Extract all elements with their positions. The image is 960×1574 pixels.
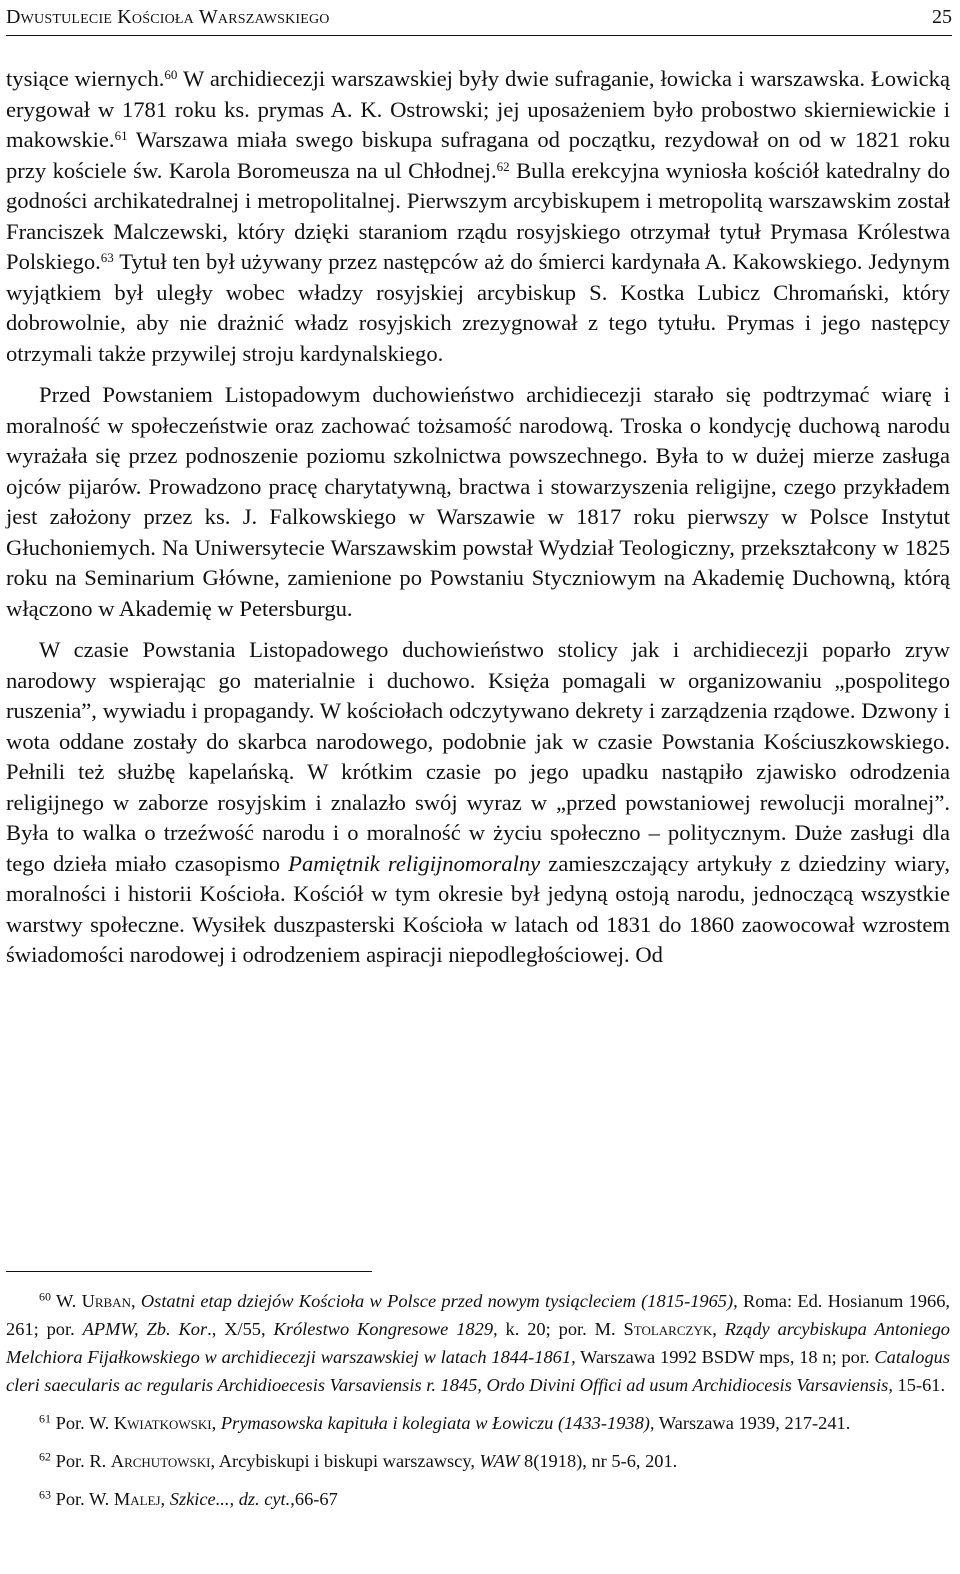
- footnote-number: 62: [39, 1449, 51, 1464]
- text-run: Bulla erekcyjna wyniosła kościół katedralny do godności archikatedralnej i metropolitalnej. Pierwszym arcybiskupem i metropolitą warszawskim został Franciszek Malczewski, który dzięki staraniom rządu rosyjskiego otrzymał tytuł Prymasa Królestwa Polskiego.: [6, 157, 950, 274]
- paragraph: [6, 380, 950, 624]
- italic-text: Ostatni etap dziejów Kościoła w Polsce przed nowym tysiącleciem (1815-1965),: [140, 1291, 738, 1311]
- text-run: zamieszczający artykuły z dziedziny wiary, moralności i historii Kościoła. Kościół w tym okresie był jedyną ostoją narodu, jednoczącą wszystkie warstwy społeczne. Wysiłek duszpasterski Kościoła w latach od 1831 do 1860 zaowocował wzrostem świadomości narodowej i odrodzeniem aspiracji niepodległościowej. Od: [6, 850, 951, 967]
- footnote: [6, 1287, 950, 1399]
- header-rule: [6, 35, 952, 36]
- footnote-number: 60: [39, 1289, 51, 1304]
- footnote-number: 61: [39, 1411, 51, 1426]
- footnote-ref: 60: [164, 66, 178, 82]
- author-name: Archutowski: [110, 1451, 211, 1471]
- footnote-number: 63: [39, 1487, 51, 1502]
- text-run: ,: [160, 1489, 170, 1509]
- italic-text: Prymasowska kapituła i kolegiata w Łowiczu (1433-1938),: [220, 1413, 655, 1433]
- footnote-ref: 62: [496, 158, 510, 174]
- text-run: Por. W.: [51, 1413, 114, 1433]
- footnote: [6, 1447, 950, 1475]
- text-run: ,: [712, 1319, 725, 1339]
- text-run: Warszawa miała swego biskupa sufragana od początku, rezydował on od w 1821 roku przy kościele św. Karola Boromeusza na ul Chłodnej.: [6, 127, 950, 183]
- footnote: [6, 1485, 950, 1513]
- text-run: W czasie Powstania Listopadowego duchowieństwo stolicy jak i archidiecezji poparło zryw narodowy wspierając go materialnie i duchowo. Księża pomagali w organizowaniu „pospolitego ruszenia”, wywiadu i propagandy. W kościołach odczytywano dekrety i zarządzenia rządowe. Dzwony i wota oddane zostały do skarbca narodowego, podobnie jak w czasie Powstania Kościuszkowskiego. Pełnili też służbę kapelańską. W krótkim czasie po jego upadku nastąpiło zjawisko odrodzenia religijnego w zaborze rosyjskim i znalazło swój wyraz w „przed powstaniowej rewolucji moralnej”. Była to walka o trzeźwość narodu i o moralność w życiu społeczno – politycznym. Duże zasługi dla tego dzieła miało czasopismo: [6, 637, 950, 876]
- text-run: ,66-67: [290, 1489, 338, 1509]
- text-run: Warszawa 1992 BSDW mps, 18 n; por.: [575, 1347, 875, 1367]
- author-name: Malej: [113, 1489, 161, 1509]
- text-run: k. 20; por. M.: [497, 1319, 624, 1339]
- italic-text: Catalogus cleri saecularis ac regularis Archidioecesis Varsaviensis r. 1845, Ordo Divini Offici ad usum Archidiocesis Varsaviensis,: [6, 1347, 950, 1395]
- text-run: Warszawa 1939, 217-241.: [654, 1413, 851, 1433]
- author-name: Stolarczyk: [623, 1319, 713, 1339]
- text-run: ,: [130, 1291, 141, 1311]
- body-text: [6, 64, 950, 971]
- paragraph: [6, 64, 950, 369]
- text-run: W.: [51, 1291, 82, 1311]
- italic-text: Szkice..., dz. cyt.: [169, 1489, 291, 1509]
- text-run: Por. W.: [51, 1489, 114, 1509]
- italic-text: Pamiętnik religijnomoralny: [288, 850, 541, 876]
- text-run: ., X/55,: [207, 1319, 274, 1339]
- text-run: Przed Powstaniem Listopadowym duchowieństwo archidiecezji starało się podtrzymać wiarę i moralność w społeczeństwie oraz zachować tożsamość narodową. Troska o kondycję duchową narodu wyrażała się przez podnoszenie poziomu szkolnictwa powszechnego. Była to w dużej mierze zasługa ojców pijarów. Prowadzono pracę charytatywną, bractwa i stowarzyszenia religijne, czego przykładem jest założony przez ks. J. Falkowskiego w Warszawie w 1817 roku pierwszy w Polsce Instytut Głuchoniemych. Na Uniwersytecie Warszawskim powstał Wydział Teologiczny, przekształcony w 1825 roku na Seminarium Główne, zamienione po Powstaniu Styczniowym na Akademię Duchowną, którą włączono w Akademię w Petersburgu.: [6, 382, 950, 621]
- text-run: , Arcybiskupi i biskupi warszawscy,: [210, 1451, 480, 1471]
- footnote-separator: [6, 1271, 372, 1272]
- text-run: Tytuł ten był używany przez następców aż do śmierci kardynała A. Kakowskiego. Jedynym wyjątkiem był uległy wobec władzy rosyjskiej arcybiskup S. Kostka Lubicz Chromański, który dobrowolnie, aby nie drażnić władz rosyjskich zrezygnował z tego tytułu. Prymas i jego następcy otrzymali także przywilej stroju kardynalskiego.: [6, 249, 950, 366]
- text-run: ,: [211, 1413, 221, 1433]
- italic-text: Królestwo Kongresowe 1829,: [273, 1319, 498, 1339]
- footnote-ref: 61: [114, 127, 128, 143]
- author-name: Kwiatkowski: [113, 1413, 212, 1433]
- italic-text: APMW, Zb. Kor: [82, 1319, 208, 1339]
- text-run: tysiące wiernych.: [6, 66, 165, 91]
- page-number: 25: [932, 6, 952, 28]
- running-title: Dwustulecie Kościoła Warszawskiego: [6, 6, 330, 28]
- text-run: 15-61.: [892, 1375, 946, 1395]
- text-run: W archidiecezji warszawskiej były dwie sufraganie, łowicka i warszawska. Łowicką erygował w 1781 roku ks. prymas A. K. Ostrowski; jej uposażeniem było probostwo skierniewickie i makowskie.: [6, 66, 950, 152]
- italic-text: Rządy arcybiskupa Antoniego Melchiora Fijałkowskiego w archidiecezji warszawskiej w latach 1844-1861,: [6, 1319, 950, 1367]
- running-header: [6, 2, 952, 36]
- footnote-ref: 63: [100, 249, 114, 265]
- text-run: Por. R.: [51, 1451, 111, 1471]
- author-name: Urban: [81, 1291, 131, 1311]
- footnotes: [6, 1287, 950, 1523]
- text-run: Roma: Ed. Hosianum 1966, 261; por.: [6, 1291, 950, 1339]
- paragraph: [6, 635, 950, 971]
- text-run: 8(1918), nr 5-6, 201.: [519, 1451, 678, 1471]
- italic-text: WAW: [479, 1451, 520, 1471]
- footnote: [6, 1409, 950, 1437]
